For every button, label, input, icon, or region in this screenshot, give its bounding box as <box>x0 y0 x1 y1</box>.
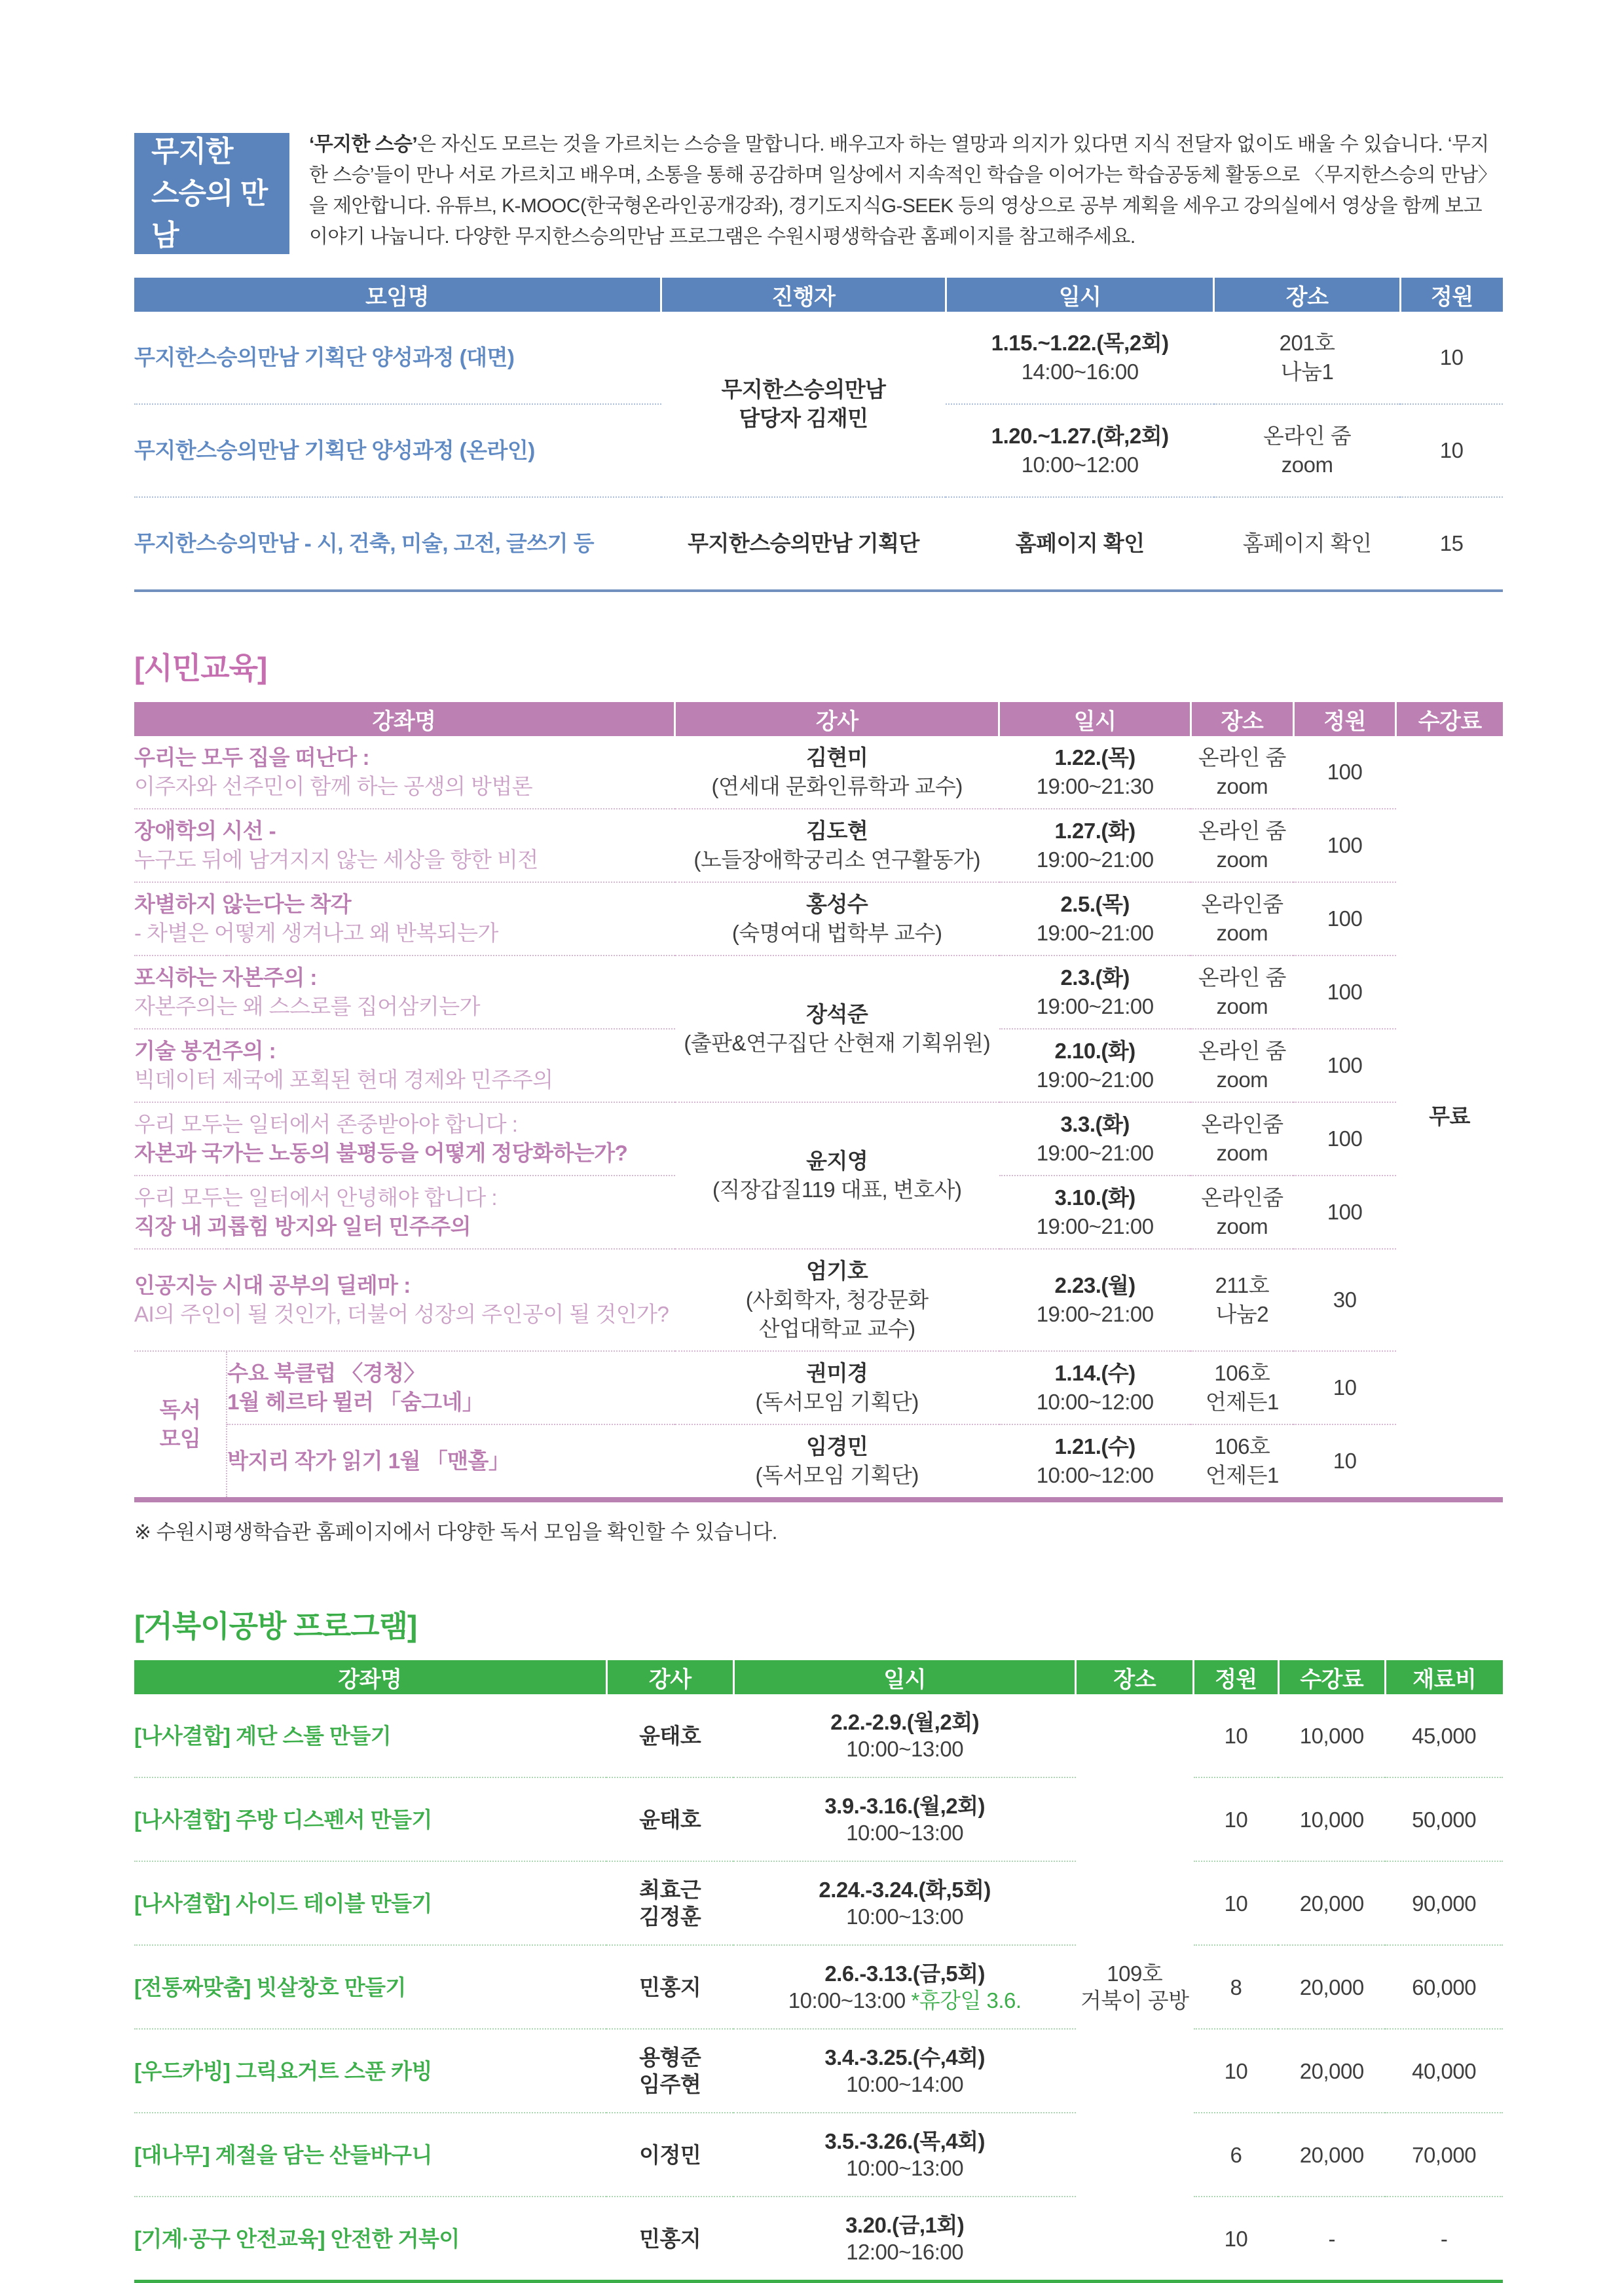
table-row <box>134 2029 1503 2113</box>
table-cell: 온라인 줌 zoom <box>1190 956 1293 1029</box>
table-cell: 30 <box>1293 1249 1396 1351</box>
table-cell: 윤지영 (직장갑질119 대표, 변호사) <box>675 1102 999 1249</box>
table-cell: [기계·공구 안전교육] 안전한 거북이 <box>134 2197 606 2282</box>
header-cell: 일시 <box>946 278 1214 312</box>
table-cell: 10 <box>1194 2197 1279 2282</box>
header-cell: 정원 <box>1293 702 1396 736</box>
table-cell: 10 <box>1293 1351 1396 1424</box>
table-cell: 무지한스승의만남 기획단 <box>661 497 946 591</box>
table-cell: 우리는 모두 집을 떠난다 : 이주자와 선주민이 함께 하는 공생의 방법론 <box>134 736 675 809</box>
table-cell: 10,000 <box>1278 1777 1385 1861</box>
table-cell: 109호 거북이 공방 <box>1076 1694 1194 2282</box>
table-cell: 20,000 <box>1278 1861 1385 1945</box>
table-cell: 엄기호 (사회학자, 청강문화 산업대학교 교수) <box>675 1249 999 1351</box>
table-cell: 무지한스승의만남 담당자 김재민 <box>661 312 946 497</box>
table-cell: 100 <box>1293 956 1396 1029</box>
table-cell: [나사결합] 계단 스툴 만들기 <box>134 1694 606 1777</box>
table-cell: 1.15.~1.22.(목,2회) 14:00~16:00 <box>946 312 1214 404</box>
header-cell: 정원 <box>1400 278 1503 312</box>
table-cell: 1.22.(목) 19:00~21:30 <box>999 736 1191 809</box>
header-cell: 정원 <box>1194 1660 1279 1694</box>
table-cell: 10 <box>1194 2029 1279 2113</box>
table-cell: 1.21.(수) 10:00~12:00 <box>999 1424 1191 1500</box>
section-title-citizen: [시민교육] <box>134 651 267 685</box>
table-row <box>134 1424 1503 1500</box>
table-cell: 박지리 작가 읽기 1월 「맨홀」 <box>227 1424 674 1500</box>
table-cell: [나사결합] 주방 디스펜서 만들기 <box>134 1777 606 1861</box>
table-cell: 1.20.~1.27.(화,2회) 10:00~12:00 <box>946 404 1214 497</box>
table-cell: 6 <box>1194 2113 1279 2197</box>
header-cell: 장소 <box>1190 702 1293 736</box>
table-cell: 무지한스승의만남 - 시, 건축, 미술, 고전, 글쓰기 등 <box>134 497 661 591</box>
header-cell: 강사 <box>606 1660 733 1694</box>
table-cell: - <box>1385 2197 1503 2282</box>
table-cell: 50,000 <box>1385 1777 1503 1861</box>
table-cell: 100 <box>1293 809 1396 882</box>
table-cell: 100 <box>1293 1176 1396 1249</box>
meeting-table-section <box>134 278 1503 592</box>
header-cell: 강좌명 <box>134 1660 606 1694</box>
table-cell: 기술 봉건주의 : 빅데이터 제국에 포획된 현대 경제와 민주주의 <box>134 1029 675 1102</box>
table-cell: 온라인 줌 zoom <box>1190 809 1293 882</box>
table-cell: 최효근 김정훈 <box>606 1861 733 1945</box>
table-cell: 무지한스승의만남 기획단 양성과정 (온라인) <box>134 404 661 497</box>
table-row <box>134 1102 1503 1176</box>
table-cell: 권미경 (독서모임 기획단) <box>675 1351 999 1424</box>
table-cell: 10 <box>1194 1694 1279 1777</box>
section-title-workshop: [거북이공방 프로그램] <box>134 1609 417 1643</box>
table-cell: 3.20.(금,1회) 12:00~16:00 <box>733 2197 1076 2282</box>
citizen-education-table <box>134 702 1503 1502</box>
table-cell: 2.6.-3.13.(금,5회) 10:00~13:00 *휴강일 3.6. <box>733 1945 1076 2029</box>
intro-paragraph <box>309 129 1503 252</box>
table-row <box>134 1945 1503 2029</box>
table-cell: 8 <box>1194 1945 1279 2029</box>
table-cell: [대나무] 계절을 담는 산들바구니 <box>134 2113 606 2197</box>
table-cell: 3.3.(화) 19:00~21:00 <box>999 1102 1191 1176</box>
table-cell: 2.5.(목) 19:00~21:00 <box>999 882 1191 956</box>
table-cell: 장석준 (출판&연구집단 산현재 기획위원) <box>675 956 999 1102</box>
header-row <box>134 1660 1503 1694</box>
citizen-table-section <box>134 702 1503 1502</box>
table-cell: 장애학의 시선 - 누구도 뒤에 남겨지지 않는 세상을 향한 비전 <box>134 809 675 882</box>
table-row <box>134 1777 1503 1861</box>
header-cell: 일시 <box>999 702 1191 736</box>
table-cell: 2.3.(화) 19:00~21:00 <box>999 956 1191 1029</box>
table-cell: 이정민 <box>606 2113 733 2197</box>
table-cell: 홈페이지 확인 <box>1214 497 1400 591</box>
table-cell: 40,000 <box>1385 2029 1503 2113</box>
header-cell: 수강료 <box>1396 702 1503 736</box>
table-cell: 온라인줌 zoom <box>1190 1176 1293 1249</box>
table-cell: 온라인 줌 zoom <box>1190 736 1293 809</box>
program-title-line2: 스승의 만남 <box>151 177 268 251</box>
table-cell: 100 <box>1293 882 1396 956</box>
table-cell: 무료 <box>1396 736 1503 1500</box>
table-cell: 2.2.-2.9.(월,2회) 10:00~13:00 <box>733 1694 1076 1777</box>
table-cell: 15 <box>1400 497 1503 591</box>
table-cell: [우드카빙] 그릭요거트 스푼 카빙 <box>134 2029 606 2113</box>
table-cell: 10 <box>1194 1861 1279 1945</box>
table-cell: 홈페이지 확인 <box>946 497 1214 591</box>
intro-lead: ‘무지한 스승’ <box>309 134 418 155</box>
header-row <box>134 278 1503 312</box>
table-cell: 90,000 <box>1385 1861 1503 1945</box>
header-cell: 진행자 <box>661 278 946 312</box>
table-cell: 우리 모두는 일터에서 안녕해야 합니다 : 직장 내 괴롭힘 방지와 일터 민주주의 <box>134 1176 675 1249</box>
header-cell: 강사 <box>675 702 999 736</box>
header-cell: 모임명 <box>134 278 661 312</box>
meeting-table <box>134 278 1503 592</box>
table-cell: 20,000 <box>1278 2113 1385 2197</box>
table-cell: 70,000 <box>1385 2113 1503 2197</box>
table-cell: [전통짜맞춤] 빗살창호 만들기 <box>134 1945 606 2029</box>
table-cell: 무지한스승의만남 기획단 양성과정 (대면) <box>134 312 661 404</box>
table-cell: 106호 언제든1 <box>1190 1424 1293 1500</box>
header-row <box>134 702 1503 736</box>
table-row <box>134 1249 1503 1351</box>
header-cell: 재료비 <box>1385 1660 1503 1694</box>
book-club-note: ※ 수원시평생학습관 홈페이지에서 다양한 독서 모임을 확인할 수 있습니다. <box>134 1521 777 1544</box>
table-cell: 1.27.(화) 19:00~21:00 <box>999 809 1191 882</box>
table-cell: 201호 나눔1 <box>1214 312 1400 404</box>
table-cell: 2.10.(화) 19:00~21:00 <box>999 1029 1191 1102</box>
table-cell: 김현미 (연세대 문화인류학과 교수) <box>675 736 999 809</box>
header-cell: 수강료 <box>1278 1660 1385 1694</box>
table-cell: 우리 모두는 일터에서 존중받아야 합니다 : 자본과 국가는 노동의 불평등을 어떻게 정당화하는가? <box>134 1102 675 1176</box>
table-cell: 10 <box>1400 312 1503 404</box>
table-cell: 211호 나눔2 <box>1190 1249 1293 1351</box>
table-cell: 3.5.-3.26.(목,4회) 10:00~13:00 <box>733 2113 1076 2197</box>
table-cell: 독서 모임 <box>134 1351 227 1500</box>
table-cell: 민홍지 <box>606 2197 733 2282</box>
table-row <box>134 1351 1503 1424</box>
table-cell: 수요 북클럽 〈경청〉 1월 헤르타 뮐러 「숨그네」 <box>227 1351 674 1424</box>
table-row <box>134 882 1503 956</box>
table-cell: 2.24.-3.24.(화,5회) 10:00~13:00 <box>733 1861 1076 1945</box>
table-cell: 106호 언제든1 <box>1190 1351 1293 1424</box>
table-cell: 10 <box>1194 1777 1279 1861</box>
table-cell: 2.23.(월) 19:00~21:00 <box>999 1249 1191 1351</box>
table-row <box>134 1694 1503 1777</box>
table-cell: 온라인 줌 zoom <box>1190 1029 1293 1102</box>
table-cell: 포식하는 자본주의 : 자본주의는 왜 스스로를 집어삼키는가 <box>134 956 675 1029</box>
table-row <box>134 809 1503 882</box>
table-cell: 1.14.(수) 10:00~12:00 <box>999 1351 1191 1424</box>
table-cell: 100 <box>1293 736 1396 809</box>
program-title-box <box>134 133 289 254</box>
table-cell: 45,000 <box>1385 1694 1503 1777</box>
table-cell: 홍성수 (숙명여대 법학부 교수) <box>675 882 999 956</box>
table-row <box>134 312 1503 404</box>
table-cell: 100 <box>1293 1102 1396 1176</box>
table-cell: 60,000 <box>1385 1945 1503 2029</box>
table-cell: 3.10.(화) 19:00~21:00 <box>999 1176 1191 1249</box>
table-row <box>134 736 1503 809</box>
table-cell: [나사결합] 사이드 테이블 만들기 <box>134 1861 606 1945</box>
table-cell: 윤태호 <box>606 1694 733 1777</box>
table-cell: - <box>1278 2197 1385 2282</box>
table-cell: 3.9.-3.16.(월,2회) 10:00~13:00 <box>733 1777 1076 1861</box>
table-row <box>134 1861 1503 1945</box>
header-cell: 강좌명 <box>134 702 675 736</box>
table-cell: 인공지능 시대 공부의 딜레마 : AI의 주인이 될 것인가, 더불어 성장의 주인공이 될 것인가? <box>134 1249 675 1351</box>
table-cell: 10 <box>1400 404 1503 497</box>
table-cell: 민홍지 <box>606 1945 733 2029</box>
table-cell: 3.4.-3.25.(수,4회) 10:00~14:00 <box>733 2029 1076 2113</box>
table-row <box>134 497 1503 591</box>
header-cell: 장소 <box>1076 1660 1194 1694</box>
table-cell: 10,000 <box>1278 1694 1385 1777</box>
table-cell: 용형준 임주현 <box>606 2029 733 2113</box>
table-cell: 10 <box>1293 1424 1396 1500</box>
table-row <box>134 2197 1503 2282</box>
table-cell: 차별하지 않는다는 착각 - 차별은 어떻게 생겨나고 왜 반복되는가 <box>134 882 675 956</box>
program-title-line1: 무지한 <box>151 135 233 168</box>
workshop-table-section <box>134 1660 1503 2283</box>
table-row <box>134 956 1503 1029</box>
table-cell: 20,000 <box>1278 1945 1385 2029</box>
table-cell: 20,000 <box>1278 2029 1385 2113</box>
turtle-workshop-table <box>134 1660 1503 2283</box>
table-cell: 온라인줌 zoom <box>1190 1102 1293 1176</box>
table-cell: 임경민 (독서모임 기획단) <box>675 1424 999 1500</box>
header-cell: 일시 <box>733 1660 1076 1694</box>
table-cell: 100 <box>1293 1029 1396 1102</box>
table-cell: 온라인줌 zoom <box>1190 882 1293 956</box>
table-row <box>134 2113 1503 2197</box>
header-cell: 장소 <box>1214 278 1400 312</box>
table-cell: 윤태호 <box>606 1777 733 1861</box>
intro-body: 은 자신도 모르는 것을 가르치는 스승을 말합니다. 배우고자 하는 열망과 의지가 있다면 지식 전달자 없이도 배울 수 있습니다. ‘무지한 스승’들이 만나 서로 가르치고 배우며, 소통을 통해 공감하며 일상에서 지속적인 학습을 이어가는 학습공동체 활동으로 〈무지한스승의 만남〉을 제안합니다. 유튜브, K-MOOC(한국형온라인공개강좌), 경기도지식G-SEEK 등의 영상으로 공부 계획을 세우고 강의실에서 영상을 함께 보고 이야기 나눕니다. 다양한 무지한스승의만남 프로그램은 수원시평생학습관 홈페이지를 참고해주세요. <box>309 134 1498 248</box>
table-cell: 온라인 줌 zoom <box>1214 404 1400 497</box>
table-cell: 김도현 (노들장애학궁리소 연구활동가) <box>675 809 999 882</box>
intro-section <box>134 133 1503 254</box>
